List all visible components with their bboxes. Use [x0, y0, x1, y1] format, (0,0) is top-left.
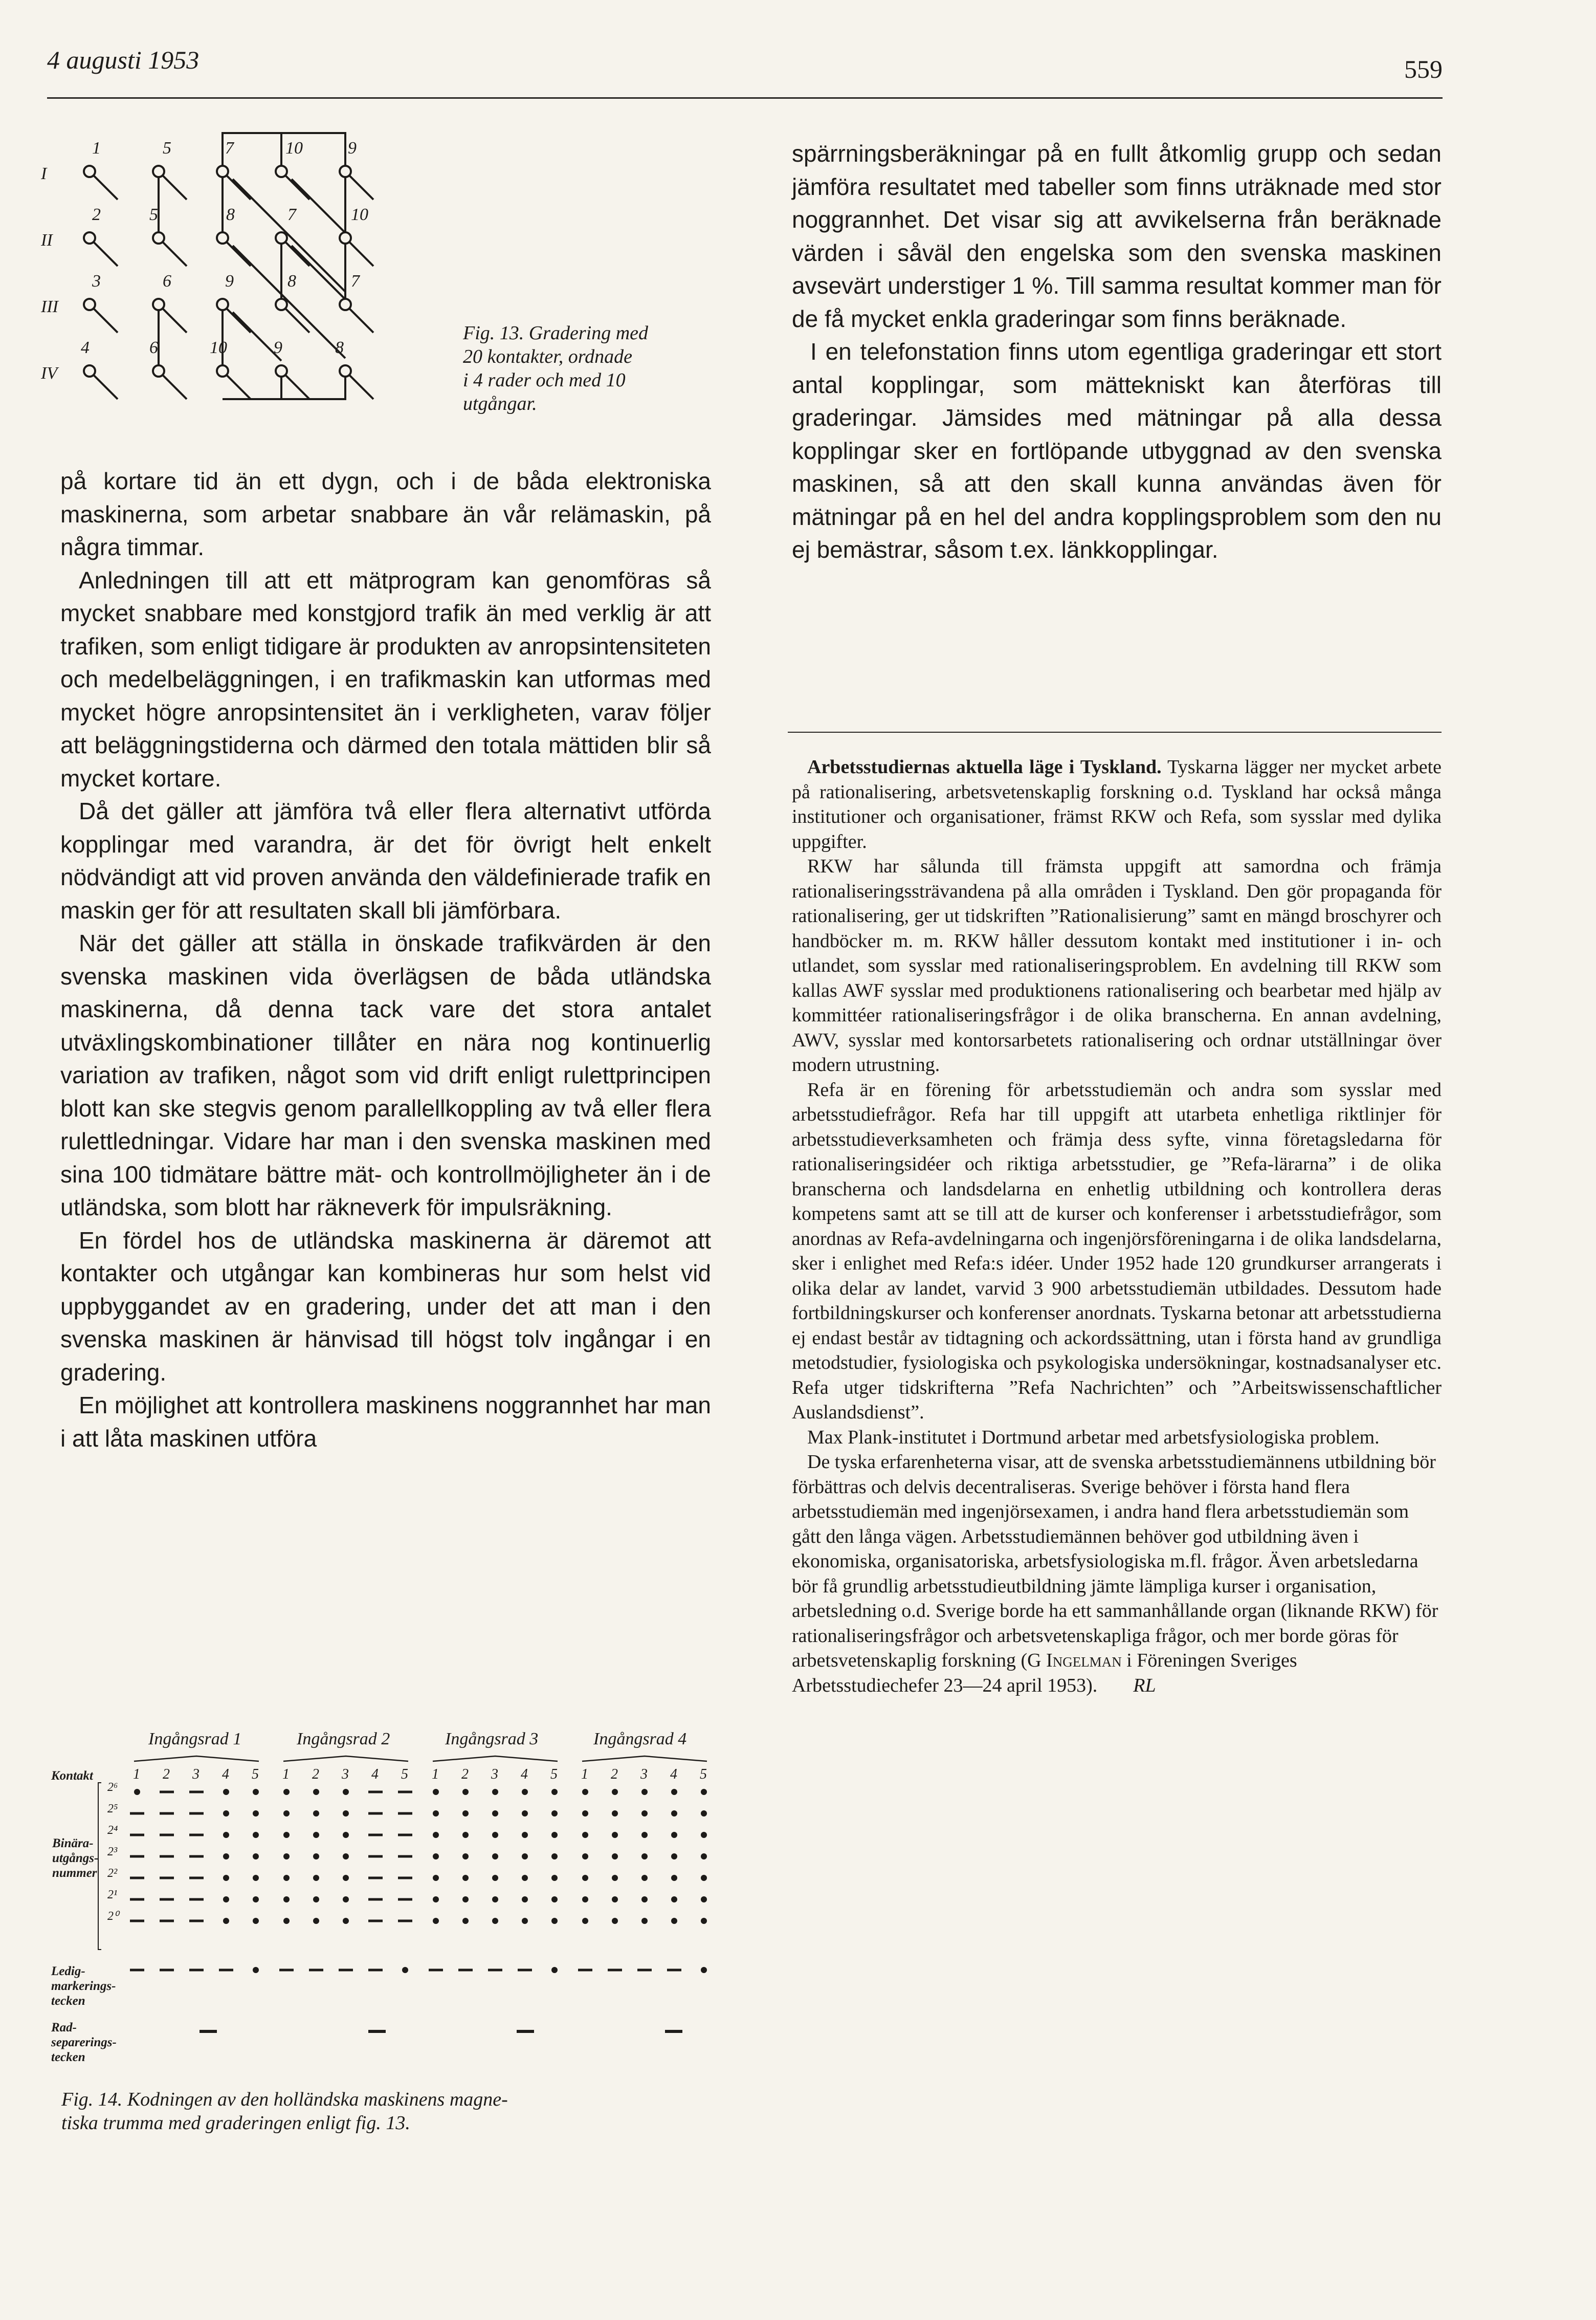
num-label: 5	[149, 205, 158, 224]
contact-number: 2	[312, 1766, 319, 1782]
contact-number: 1	[581, 1766, 588, 1782]
code-dot	[551, 1832, 558, 1838]
code-dash	[368, 1920, 383, 1922]
code-dot	[462, 1789, 469, 1795]
code-dash	[368, 1812, 383, 1815]
group-bracket	[283, 1756, 408, 1761]
code-dot	[551, 1853, 558, 1859]
code-dot	[223, 1789, 229, 1795]
code-dot	[433, 1789, 439, 1795]
code-dot	[551, 1896, 558, 1902]
paragraph: Anledningen till att ett mätprogram kan genomföras så mycket snabbare med konstgjord trafik än med verklig är att trafiken, som enligt tidigare är produkten av anropsintensiteten och medelbeläggningen, i en trafikmaskin kan utformas med mycket högre anropsintensitet än i verkligheten, varav följer att beläggningstiderna och därmed den totala mättiden blir så mycket kortare.	[60, 566, 711, 792]
contact-number: 2	[163, 1766, 170, 1782]
code-dash	[130, 1855, 144, 1858]
code-dot	[283, 1832, 290, 1838]
code-dash	[368, 1834, 383, 1836]
code-dash	[160, 1877, 174, 1879]
code-dash	[189, 1877, 204, 1879]
code-dash	[160, 1834, 174, 1836]
code-dot	[492, 1875, 498, 1881]
ledig-dash	[368, 1969, 383, 1972]
code-dot	[343, 1853, 349, 1859]
code-dash	[160, 1898, 174, 1901]
paragraph: Tyskarna lägger ner mycket arbete på rationalisering, arbetsvetenskaplig forskning o.d. Tyskland har också många institutioner och organisationer, främst RKW och Refa, som sysslar med dylika uppgifter.	[792, 756, 1442, 852]
row-label-4: IV	[41, 364, 58, 383]
code-dot	[671, 1853, 677, 1859]
code-dot	[253, 1853, 259, 1859]
code-dot	[582, 1853, 588, 1859]
paragraph: En fördel hos de utländska maskinerna är däremot att kontakter och utgångar kan kombineras hur som helst vid uppbyggandet av en gradering, under det att man i den svenska maskinen är hänvisad till högst tolv ingångar i en gradering.	[60, 1227, 711, 1386]
code-dash	[368, 1877, 383, 1879]
code-dot	[582, 1918, 588, 1924]
code-dot	[551, 1810, 558, 1816]
kontakt-label: Kontakt	[51, 1769, 93, 1783]
code-dot	[433, 1810, 439, 1816]
contact-number: 4	[521, 1766, 528, 1782]
contact-number: 2	[461, 1766, 469, 1782]
code-dot	[522, 1918, 528, 1924]
num-label: 9	[225, 272, 234, 291]
code-dot	[283, 1810, 290, 1816]
code-dot	[612, 1918, 618, 1924]
code-dot	[701, 1789, 707, 1795]
binary-power-label: 2⁰	[107, 1910, 119, 1923]
paragraph: RKW har sålunda till främsta uppgift att samordna och främja rationaliseringssträvandena på alla områden i Tyskland. Den gör propaganda för rationalisering, ger ut tidskriften ”Rationalisierung” samt en mängd broschyrer och handböcker m. m. RKW håller dessutom kontakt med institutioner i in- och utlandet, som sysslar med rationaliseringsproblem. En avdelning till RKW som kallas AWF sysslar med produktionens rationalisering och bearbetar med hjälp av kommittéer rationaliseringsfrågor i de olika branscherna. En annan avdelning, AWV, sysslar med kontorsarbetets rationalisering och ordnar utställningar över modern utrustning.	[792, 856, 1442, 1076]
group-bracket	[134, 1756, 259, 1761]
contact-number: 3	[640, 1766, 648, 1782]
code-dot	[283, 1789, 290, 1795]
code-dash	[189, 1812, 204, 1815]
code-dash	[160, 1812, 174, 1815]
binary-power-label: 2⁶	[107, 1781, 118, 1794]
code-dot	[343, 1789, 349, 1795]
ledig-dash	[279, 1969, 294, 1972]
code-dot	[522, 1896, 528, 1902]
group-label: Ingångsrad 1	[148, 1730, 242, 1748]
code-dot	[671, 1875, 677, 1881]
code-dot	[582, 1832, 588, 1838]
right-column-text	[792, 137, 1442, 566]
code-dot	[433, 1896, 439, 1902]
code-dot	[612, 1832, 618, 1838]
binary-power-label: 2²	[107, 1867, 118, 1880]
num-label: 7	[225, 139, 234, 158]
code-dot	[433, 1832, 439, 1838]
code-dot	[343, 1896, 349, 1902]
code-dash	[130, 1898, 144, 1901]
contact-number: 1	[432, 1766, 439, 1782]
code-dot	[701, 1875, 707, 1881]
code-dot	[671, 1810, 677, 1816]
code-dot	[462, 1832, 469, 1838]
contact-number: 3	[491, 1766, 498, 1782]
author-name: Ingelman	[1046, 1650, 1122, 1671]
ledig-dash	[219, 1969, 233, 1972]
code-dot	[462, 1810, 469, 1816]
code-dash	[160, 1920, 174, 1922]
code-dash	[398, 1812, 412, 1815]
ledig-dash	[667, 1969, 681, 1972]
code-dot	[253, 1789, 259, 1795]
code-dash	[189, 1855, 204, 1858]
code-dot	[253, 1832, 259, 1838]
code-dash	[189, 1920, 204, 1922]
code-dot	[462, 1875, 469, 1881]
code-dot	[612, 1810, 618, 1816]
paragraph: En möjlighet att kontrollera maskinens noggrannhet har man i att låta maskinen utföra	[60, 1392, 711, 1452]
code-dot	[313, 1832, 319, 1838]
code-dash	[160, 1791, 174, 1793]
code-dot	[433, 1918, 439, 1924]
num-label: 10	[210, 338, 227, 357]
group-label: Ingångsrad 4	[593, 1730, 687, 1748]
row-separator-dash	[199, 2030, 217, 2033]
ledig-dash	[160, 1969, 174, 1972]
code-dot	[701, 1832, 707, 1838]
code-dash	[130, 1920, 144, 1922]
code-dot	[701, 1853, 707, 1859]
code-dot	[283, 1875, 290, 1881]
code-dot	[223, 1875, 229, 1881]
num-label: 8	[287, 272, 296, 291]
code-dot	[671, 1789, 677, 1795]
num-label: 5	[163, 139, 171, 158]
code-dot	[313, 1875, 319, 1881]
num-label: 10	[351, 205, 368, 224]
contact-number: 4	[222, 1766, 229, 1782]
ledig-label: Ledig- markerings- tecken	[51, 1964, 116, 2008]
num-label: 7	[287, 205, 296, 224]
row-separator-dash	[368, 2030, 386, 2033]
group-bracket	[582, 1756, 707, 1761]
code-dot	[223, 1853, 229, 1859]
ledig-dash	[339, 1969, 353, 1972]
code-dot	[462, 1918, 469, 1924]
article-arbetsstudier	[792, 755, 1442, 1698]
code-dot	[492, 1789, 498, 1795]
contact-number: 4	[670, 1766, 677, 1782]
code-dot	[582, 1896, 588, 1902]
contact-number: 5	[401, 1766, 408, 1782]
paragraph: Refa är en förening för arbetsstudiemän och andra som sysslar med arbetsstudiefrågor. Refa har till uppgift att utarbeta enhetliga riktlinjer för arbetsstudieverksamheten och främja dess syfte, vinna företagsledarna för rationaliseringsidéer och riktiga arbetsstudier, ge ”Refa-lärarna” i de olika branscherna och landsdelarna en enhetlig utbildning och kontrollera deras kompetens samt att se till att de kurser och konferenser i arbetsstudiefrågor, som anordnas av Refa-avdelningarna och ingenjörsföreningarna i de olika landsdelarna, sker i enlighet med Refa:s idéer. Under 1952 hade 120 grundkurser arrangerats i olika delar av landet, varvid 3 900 arbetsstudiemän utbildades. Dessutom hade fortbildningskurser och konferenser anordnats. Tyskarna betonar att arbetsstudierna ej endast består av tidtagning och ackordssättning, utan i första hand av grundliga metodstudier, fysiologiska och psykologiska undersökningar, kostnadsanalyser etc. Refa utger tidskrifterna ”Refa Nachrichten” och ”Arbeitswissenschaftlicher Auslandsdienst”.	[792, 1079, 1442, 1423]
code-dash	[398, 1920, 412, 1922]
code-dash	[189, 1834, 204, 1836]
contact-number: 2	[611, 1766, 618, 1782]
code-dash	[368, 1791, 383, 1793]
num-label: 9	[348, 139, 357, 158]
code-dash	[130, 1812, 144, 1815]
paragraph: på kortare tid än ett dygn, och i de båda elektroniska maskinerna, som arbetar snabbare än vår relämaskin, på några timmar.	[60, 468, 711, 560]
code-dash	[368, 1855, 383, 1858]
code-dash	[398, 1834, 412, 1836]
ledig-dash	[458, 1969, 473, 1972]
code-dot	[641, 1810, 648, 1816]
code-dot	[253, 1810, 259, 1816]
binary-label: Binära- utgångs- nummer	[52, 1836, 99, 1880]
ledig-dash	[637, 1969, 652, 1972]
num-label: 1	[92, 139, 101, 158]
contact-number: 1	[282, 1766, 290, 1782]
code-dot	[522, 1810, 528, 1816]
code-dot	[223, 1832, 229, 1838]
code-dot	[223, 1810, 229, 1816]
section-rule	[788, 732, 1442, 733]
code-dot	[701, 1810, 707, 1816]
code-dash	[189, 1791, 204, 1793]
code-dot	[612, 1853, 618, 1859]
code-dot	[313, 1896, 319, 1902]
row-separator-dash	[665, 2030, 682, 2033]
code-dot	[612, 1789, 618, 1795]
code-dot	[641, 1853, 648, 1859]
signature: RL	[1133, 1674, 1156, 1696]
code-dot	[462, 1853, 469, 1859]
code-dash	[398, 1898, 412, 1901]
code-dot	[253, 1896, 259, 1902]
code-dot	[492, 1810, 498, 1816]
ledig-dash	[130, 1969, 144, 1972]
ledig-dash	[309, 1969, 323, 1972]
code-dot	[492, 1853, 498, 1859]
code-dot	[701, 1896, 707, 1902]
code-dot	[343, 1832, 349, 1838]
header-rule	[47, 97, 1443, 99]
ledig-dot	[253, 1967, 259, 1973]
code-dot	[343, 1918, 349, 1924]
figure-14-caption: Fig. 14. Kodningen av den holländska maskinens magne- tiska trumma med graderingen enligt fig. 13.	[61, 2089, 508, 2134]
num-label: 2	[92, 205, 101, 224]
code-dash	[189, 1898, 204, 1901]
paragraph: Max Plank-institutet i Dortmund arbetar med arbetsfysiologiska problem.	[807, 1426, 1380, 1448]
figure-14-coding-table	[51, 1730, 716, 2062]
contact-number: 5	[252, 1766, 259, 1782]
paragraph: När det gäller att ställa in önskade trafikvärden är den svenska maskinen vida överlägsen de båda utländska maskinerna, då denna tack vare det stora antalet utväxlingskombinationer tillåter en nära nog kontinuerlig variation av trafiken, något som vid drift enligt rulettprincipen blott kan ske stegvis genom parallellkoppling av två eller flera rulettledningar. Vidare har man i den svenska maskinen med sina 100 tidmätare bättre mät- och kontrollmöjligheter än i de utländska, som blott har räkneverk för impulsräkning.	[60, 930, 711, 1220]
row-label-3: III	[41, 297, 58, 316]
code-dot	[671, 1896, 677, 1902]
running-header-date: 4 augusti 1953	[47, 46, 199, 74]
num-label: 3	[92, 272, 101, 291]
ledig-dot	[701, 1967, 707, 1973]
code-dash	[130, 1834, 144, 1836]
page-number: 559	[1404, 55, 1443, 83]
code-dot	[612, 1875, 618, 1881]
code-dot	[313, 1853, 319, 1859]
num-label: 4	[81, 338, 90, 357]
code-dash	[398, 1791, 412, 1793]
code-dot	[492, 1918, 498, 1924]
num-label: 6	[149, 338, 158, 357]
row-label-2: II	[41, 231, 53, 250]
code-dot	[641, 1918, 648, 1924]
ledig-dot	[402, 1967, 408, 1973]
group-label: Ingångsrad 3	[445, 1730, 539, 1748]
code-dot	[253, 1918, 259, 1924]
code-dot	[582, 1789, 588, 1795]
code-dot	[671, 1832, 677, 1838]
code-dot	[492, 1832, 498, 1838]
ledig-dash	[189, 1969, 204, 1972]
num-label: 10	[285, 139, 303, 158]
figure-14-svg	[51, 1730, 716, 2062]
num-label: 8	[226, 205, 235, 224]
code-dot	[522, 1789, 528, 1795]
paragraph: Då det gäller att jämföra två eller flera alternativt utförda kopplingar med varandra, är det för övrigt helt enkelt nödvändigt att vid proven använda den väldefinierade trafik en maskin ger för att resultaten skall bli jämförbara.	[60, 798, 711, 924]
code-dash	[398, 1855, 412, 1858]
contact-number: 5	[700, 1766, 707, 1782]
binary-power-label: 2³	[107, 1845, 118, 1858]
article-title: Arbetsstudiernas aktuella läge i Tyskland.	[807, 756, 1162, 778]
code-dot	[582, 1875, 588, 1881]
code-dot	[641, 1875, 648, 1881]
contact-number: 3	[192, 1766, 199, 1782]
code-dot	[462, 1896, 469, 1902]
code-dash	[368, 1898, 383, 1901]
code-dot	[283, 1896, 290, 1902]
code-dot	[641, 1832, 648, 1838]
group-label: Ingångsrad 2	[297, 1730, 390, 1748]
contact-number: 3	[342, 1766, 349, 1782]
code-dot	[343, 1875, 349, 1881]
code-dot	[433, 1853, 439, 1859]
contact-number: 5	[550, 1766, 558, 1782]
contact-number: 1	[133, 1766, 140, 1782]
ledig-dash	[578, 1969, 592, 1972]
code-dot	[313, 1789, 319, 1795]
code-dot	[223, 1896, 229, 1902]
code-dot	[433, 1875, 439, 1881]
code-dot	[343, 1810, 349, 1816]
row-label-1: I	[41, 164, 47, 183]
num-label: 9	[274, 338, 282, 357]
left-column-text	[60, 465, 711, 1455]
row-separator-dash	[517, 2030, 534, 2033]
figure-13-grading-diagram	[41, 123, 460, 450]
ledig-dash	[608, 1969, 622, 1972]
code-dot	[551, 1789, 558, 1795]
code-dot	[283, 1853, 290, 1859]
code-dot	[522, 1875, 528, 1881]
num-label: 7	[351, 272, 360, 291]
code-dot	[671, 1918, 677, 1924]
code-dot	[551, 1875, 558, 1881]
code-dot	[134, 1789, 140, 1795]
code-dash	[160, 1855, 174, 1858]
code-dot	[253, 1875, 259, 1881]
ledig-dash	[518, 1969, 532, 1972]
paragraph: spärrningsberäkningar på en fullt åtkomlig grupp och sedan jämföra resultatet med tabeller som finns uträknade med stor noggrannhet. Det visar sig att avvikelserna från beräknade värden i såväl den engelska som den svenska maskinen avsevärt understiger 1 %. Till samma resultat kommer man för de få mycket enkla graderingar som finns beräknade.	[792, 140, 1442, 332]
binary-power-label: 2⁵	[107, 1802, 118, 1815]
code-dash	[398, 1877, 412, 1879]
code-dot	[522, 1853, 528, 1859]
code-dot	[492, 1896, 498, 1902]
contact-number: 4	[371, 1766, 379, 1782]
binary-power-label: 2⁴	[107, 1824, 118, 1837]
binary-power-label: 2¹	[107, 1888, 118, 1901]
code-dot	[612, 1896, 618, 1902]
code-dot	[701, 1918, 707, 1924]
code-dot	[313, 1810, 319, 1816]
code-dot	[641, 1896, 648, 1902]
num-label: 8	[335, 338, 344, 357]
num-label: 6	[163, 272, 171, 291]
ledig-dash	[429, 1969, 443, 1972]
code-dot	[551, 1918, 558, 1924]
code-dash	[130, 1877, 144, 1879]
code-dot	[582, 1810, 588, 1816]
binary-brace	[98, 1783, 101, 1950]
paragraph: I en telefonstation finns utom egentliga graderingar ett stort antal kopplingar, som mättekniskt kan återföras till graderingar. Jämsides med mätningar på alla dessa kopplingar sker en fortlöpande utbyggnad av den svenska maskinen, så att den skall kunna användas även för mätningar på en hel del andra kopplingsproblem som den nu ej bemästrar, såsom t.ex. länkkopplingar.	[792, 338, 1442, 563]
ledig-dash	[488, 1969, 502, 1972]
ledig-dot	[551, 1967, 558, 1973]
paragraph: De tyska erfarenheterna visar, att de svenska arbetsstudiemännens utbildning bör förbättras och delvis decentraliseras. Sverige behöver i första hand flera arbetsstudiemän med ingenjörsexamen, i andra hand flera arbetsstudiemän som gått den långa vägen. Arbetsstudiemännen behöver god utbildning även i ekonomiska, organisatoriska, arbetsfysiologiska m.fl. frågor. Även arbetsledarna bör få grundlig arbetsstudieutbildning jämte lämpliga kurser i organisation, arbetsledning o.d. Sverige borde ha ett sammanhållande organ (liknande RKW) för rationaliseringsfrågor och arbetsvetenskapliga frågor, och mer borde göras för arbetsvetenskaplig forskning (G Ingelman i Föreningen Sveriges Arbetsstudiechefer 23—24 april 1953). RL	[792, 1451, 1438, 1696]
figure-13-caption: Fig. 13. Gradering med 20 kontakter, ordnade i 4 rader och med 10 utgångar.	[463, 322, 649, 414]
rad-label: Rad- separerings- tecken	[51, 2021, 117, 2064]
code-dot	[283, 1918, 290, 1924]
code-dot	[313, 1918, 319, 1924]
code-dot	[641, 1789, 648, 1795]
group-bracket	[433, 1756, 558, 1761]
code-dot	[223, 1918, 229, 1924]
code-dot	[522, 1832, 528, 1838]
